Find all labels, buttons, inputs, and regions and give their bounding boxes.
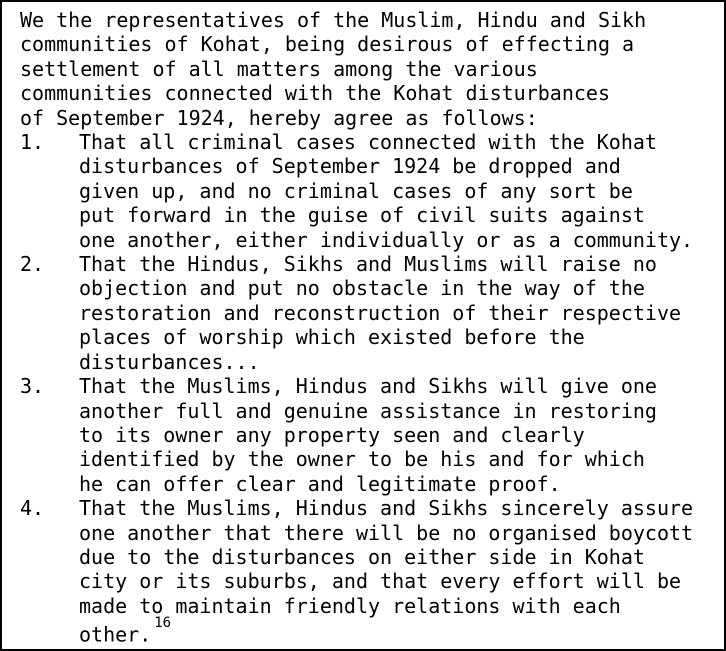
item-line: city or its suburbs, and that every effort will be [79,569,682,594]
item-line: That the Hindus, Sikhs and Muslims will raise no [79,252,657,277]
intro-line: communities connected with the Kohat disturbances [20,81,611,106]
item-line: to its owner any property seen and clearly [79,422,585,447]
item-line: another full and genuine assistance in restoring [79,398,657,423]
item-number: 4. [20,496,45,521]
item-line: That all criminal cases connected with the Kohat [79,130,657,155]
item-line-text: other. [79,622,152,647]
intro-line: of September 1924, hereby agree as follows: [20,105,538,130]
item-number: 3. [20,374,45,399]
intro-line: communities of Kohat, being desirous of effecting a [20,32,635,57]
agreement-item-4 [17,496,724,647]
item-line-last [79,615,724,647]
agreement-item-3 [17,374,724,496]
item-line: put forward in the guise of civil suits against [79,203,645,228]
footnote-marker: 16 [154,615,172,632]
item-line: one another that there will be no organised boycott [79,520,694,545]
item-line: one another, either individually or as a community. [79,227,694,252]
item-line: disturbances of September 1924 be dropped and [79,154,621,179]
item-line: That the Muslims, Hindus and Sikhs sincerely assure [79,496,694,521]
item-line: disturbances... [79,349,260,374]
item-line: identified by the owner to be his and for which [79,447,645,472]
item-line: given up, and no criminal cases of any sort be [79,178,633,203]
item-line: objection and put no obstacle in the way of the [79,276,645,301]
intro-line: settlement of all matters among the various [20,56,538,81]
item-number: 1. [20,130,45,155]
item-line: restoration and reconstruction of their respective [79,300,682,325]
item-line: That the Muslims, Hindus and Sikhs will give one [79,374,657,399]
intro-line: We the representatives of the Muslim, Hindu and Sikh [20,8,647,32]
item-number: 2. [20,252,45,277]
item-line: places of worship which existed before the [79,325,585,350]
agreement-item-2 [17,252,724,374]
item-line: due to the disturbances on either side in Kohat [79,544,645,569]
item-line: made to maintain friendly relations with each [79,593,621,618]
intro-paragraph [17,8,724,130]
item-line: he can offer clear and legitimate proof. [79,471,561,496]
agreement-item-1 [17,130,724,252]
